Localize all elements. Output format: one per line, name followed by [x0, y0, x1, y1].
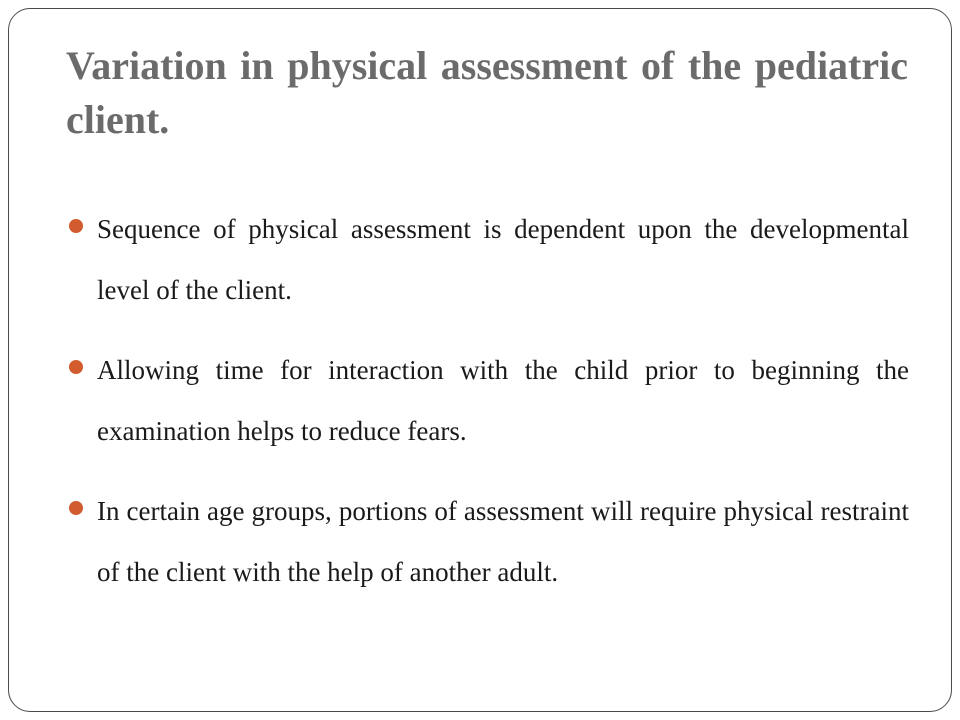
bullet-item — [67, 199, 909, 321]
bullet-text: Allowing time for interaction with the child prior to beginning the examination helps to reduce fears. — [97, 355, 909, 446]
bullet-dot-icon — [69, 360, 83, 374]
bullet-text: In certain age groups, portions of assessment will require physical restraint of the client with the help of another adult. — [97, 496, 909, 587]
bullet-list — [67, 199, 909, 622]
bullet-text: Sequence of physical assessment is dependent upon the developmental level of the client. — [97, 214, 909, 305]
bullet-dot-icon — [69, 501, 83, 515]
bullet-dot-icon — [69, 219, 83, 233]
slide-title: Variation in physical assessment of the pediatric client. — [66, 43, 908, 142]
slide-frame — [8, 8, 952, 712]
bullet-item — [67, 340, 909, 462]
bullet-item — [67, 481, 909, 603]
